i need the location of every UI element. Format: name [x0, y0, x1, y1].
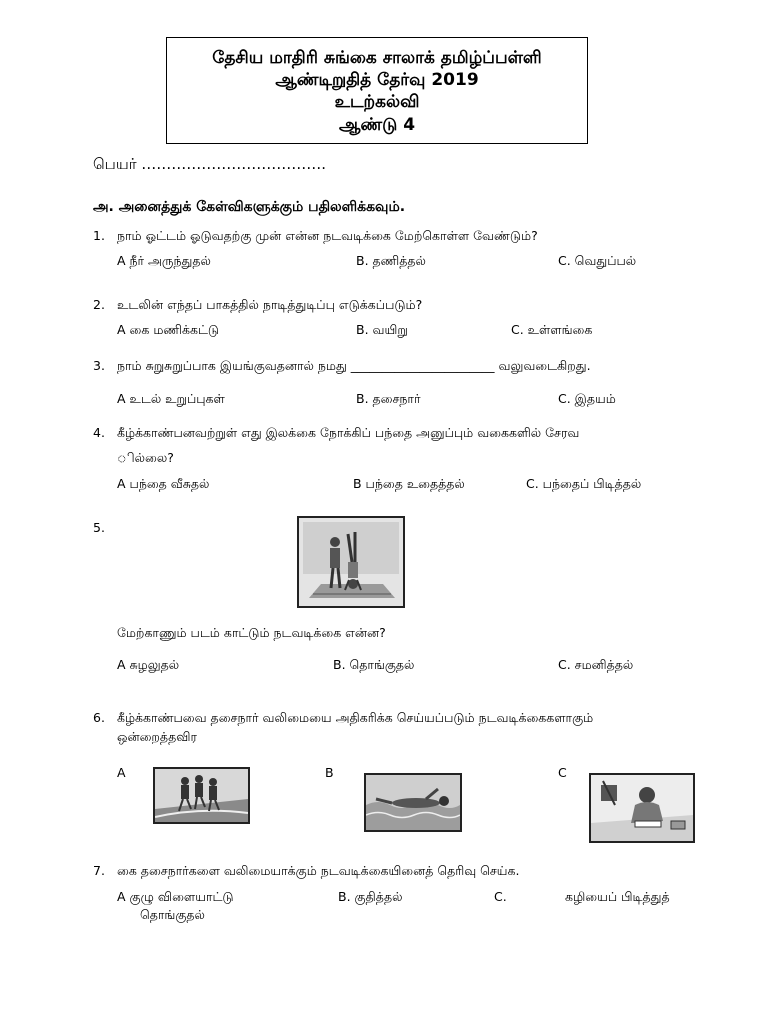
question-number: 6. — [93, 710, 105, 725]
handstand-picture — [297, 516, 405, 608]
year-title: ஆண்டு 4 — [338, 115, 416, 135]
option-a[interactable]: A கை மணிக்கட்டு — [117, 322, 220, 337]
question-text-continued: ஒன்றைத்தவிர — [117, 729, 197, 744]
question-number: 7. — [93, 863, 105, 878]
title-box — [166, 37, 588, 144]
option-a[interactable]: A நீர் அருந்துதல் — [117, 253, 211, 268]
question-text: கை தசைநார்களை வலிமையாக்கும் நடவடிக்கையினைத் தெரிவு செய்க. — [117, 863, 520, 878]
swimming-picture — [364, 773, 462, 832]
question-text: நாம் சுறுசுறுப்பாக இயங்குவதனால் நமது _______________________ வலுவடைகிறது. — [117, 358, 591, 373]
option-c[interactable]: C. பந்தைப் பிடித்தல் — [526, 476, 642, 491]
option-a[interactable]: A சுழலுதல் — [117, 657, 180, 672]
option-c[interactable]: C. வெதுப்பல் — [558, 253, 637, 268]
question-text: கீழ்க்காண்பவை தசைநார் வலிமையை அதிகரிக்க செய்யப்படும் நடவடிக்கைகளாகும் — [117, 710, 594, 725]
option-c[interactable]: C. — [494, 889, 507, 904]
option-b[interactable]: B. குதித்தல் — [338, 889, 403, 904]
question-text: மேற்காணும் படம் காட்டும் நடவடிக்கை என்ன? — [117, 625, 386, 640]
option-b[interactable]: B. வயிறு — [356, 322, 408, 337]
exam-title: ஆண்டிறுதித் தேர்வு 2019 — [275, 70, 479, 90]
boy-writing-picture — [589, 773, 695, 843]
section-instruction: அ. அனைத்துக் கேள்விகளுக்கும் பதிலளிக்கவும். — [93, 199, 406, 215]
option-b[interactable]: B பந்தை உதைத்தல் — [353, 476, 465, 491]
subject-title: உடற்கல்வி — [334, 92, 420, 112]
name-field-label: பெயர் ………………………………. — [93, 155, 327, 173]
question-text: நாம் ஓட்டம் ஓடுவதற்கு முன் என்ன நடவடிக்கை மேற்கொள்ள வேண்டும்? — [117, 228, 538, 243]
question-number: 3. — [93, 358, 105, 373]
question-text: உடலின் எந்தப் பாகத்தில் நாடித்துடிப்பு எடுக்கப்படும்? — [117, 297, 423, 312]
question-number: 4. — [93, 425, 105, 440]
option-b[interactable]: B. தசைநார் — [356, 391, 421, 406]
option-b[interactable]: B. தொங்குதல் — [333, 657, 415, 672]
option-b[interactable]: B. தணித்தல் — [356, 253, 426, 268]
option-a[interactable]: A பந்தை வீசுதல் — [117, 476, 210, 491]
option-c[interactable]: C. இதயம் — [558, 391, 616, 406]
question-number: 1. — [93, 228, 105, 243]
option-a[interactable]: A உடல் உறுப்புகள் — [117, 391, 225, 406]
option-a-continued: தொங்குதல் — [140, 907, 205, 922]
option-a[interactable]: A — [117, 765, 126, 780]
option-c[interactable]: C. சமனித்தல் — [558, 657, 634, 672]
question-number: 5. — [93, 520, 105, 535]
question-number: 2. — [93, 297, 105, 312]
option-c[interactable]: C. உள்ளங்கை — [511, 322, 593, 337]
option-c[interactable]: C — [558, 765, 567, 780]
running-children-picture — [153, 767, 250, 824]
option-c-text: கழியைப் பிடித்துத் — [565, 889, 670, 904]
question-text: கீழ்க்காண்பனவற்றுள் எது இலக்கை நோக்கிப் பந்தை அனுப்பும் வகைகளில் சேரவ — [117, 425, 580, 440]
school-name: தேசிய மாதிரி சுங்கை சாலாக் தமிழ்ப்பள்ளி — [212, 48, 542, 68]
option-b[interactable]: B — [325, 765, 334, 780]
question-text-continued: ில்லை? — [117, 450, 174, 465]
option-a[interactable]: A குழு விளையாட்டு — [117, 889, 234, 904]
